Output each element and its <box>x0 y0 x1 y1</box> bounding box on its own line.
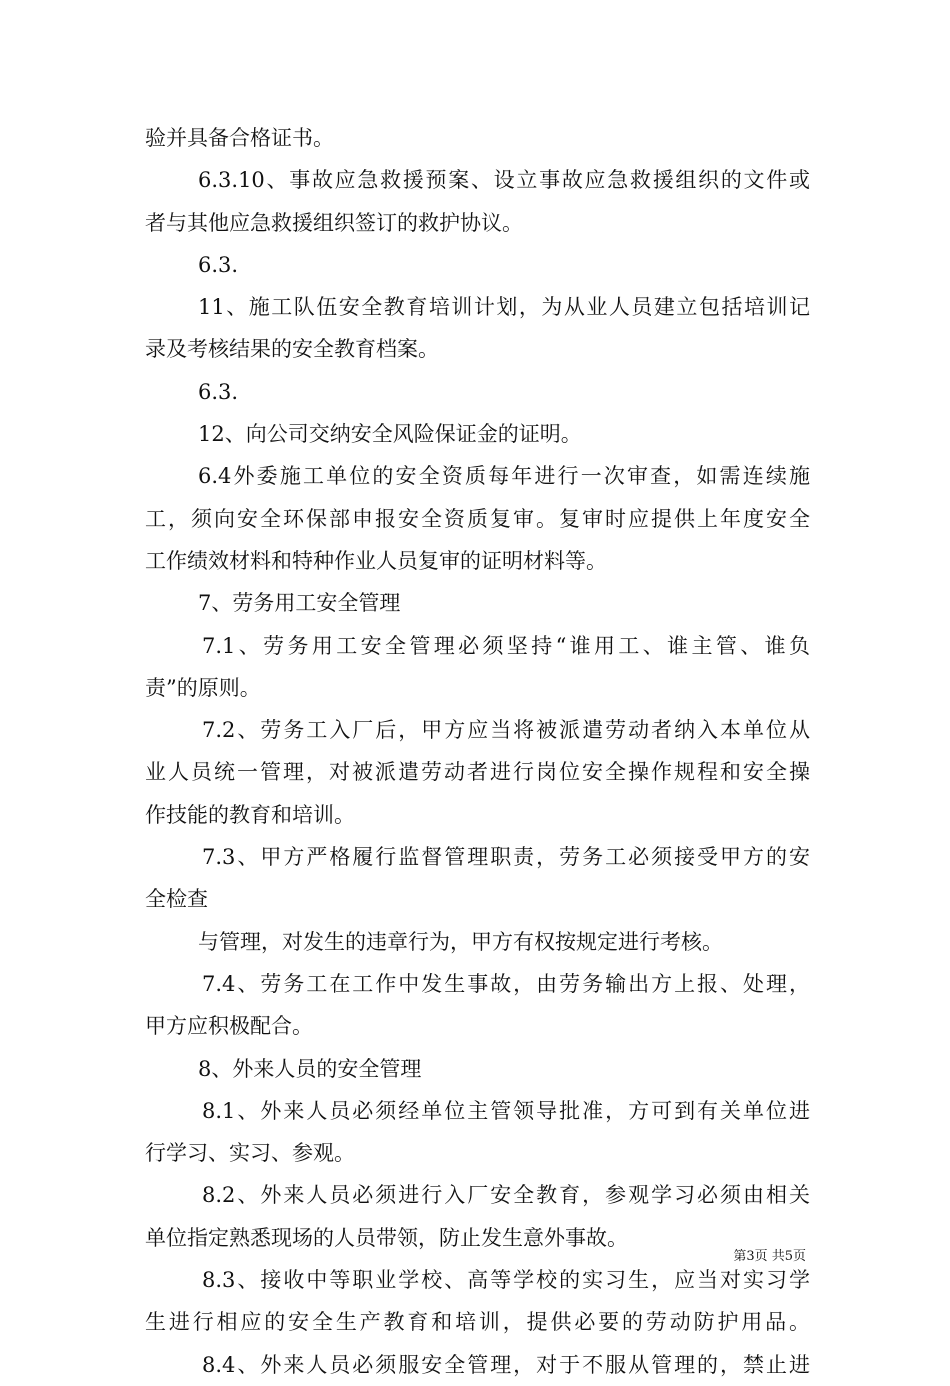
paragraph-line: 8.3、接收中等职业学校、高等学校的实习生，应当对实习学 <box>202 1268 810 1293</box>
paragraph-line: 者与其他应急救援组织签订的救护协议。 <box>145 210 523 235</box>
paragraph-line: 工作绩效材料和特种作业人员复审的证明材料等。 <box>145 548 607 573</box>
section-heading: 7、劳务用工安全管理 <box>198 591 401 616</box>
paragraph-line: 6.3. <box>198 252 239 277</box>
paragraph-line: 7.2、劳务工入厂后，甲方应当将被派遣劳动者纳入本单位从 <box>202 718 810 743</box>
paragraph-line: 6.3.10、事故应急救援预案、设立事故应急救援组织的文件或 <box>198 168 810 193</box>
paragraph-line: 7.3、甲方严格履行监督管理职责，劳务工必须接受甲方的安 <box>202 845 810 870</box>
paragraph-line: 单位指定熟悉现场的人员带领，防止发生意外事故。 <box>145 1225 628 1250</box>
page-number-footer: 第3页 共5页 <box>733 1249 806 1264</box>
paragraph-line: 甲方应积极配合。 <box>145 1014 313 1039</box>
document-body <box>145 117 810 1386</box>
paragraph-line: 行学习、实习、参观。 <box>145 1141 355 1166</box>
paragraph-line: 验并具备合格证书。 <box>145 126 334 150</box>
paragraph-line: 7.4、劳务工在工作中发生事故，由劳务输出方上报、处理， <box>202 971 810 996</box>
paragraph-line: 8.2、外来人员必须进行入厂安全教育，参观学习必须由相关 <box>202 1183 810 1208</box>
paragraph-line: 与管理，对发生的违章行为，甲方有权按规定进行考核。 <box>198 929 723 954</box>
paragraph-line: 7.1、劳务用工安全管理必须坚持“谁用工、谁主管、谁负 <box>202 633 810 658</box>
paragraph-line: 责”的原则。 <box>145 675 261 700</box>
paragraph-line: 8.4、外来人员必须服安全管理，对于不服从管理的，禁止进 <box>202 1352 810 1377</box>
paragraph-line: 生进行相应的安全生产教育和培训，提供必要的劳动防护用品。 <box>145 1310 810 1335</box>
paragraph-line: 录及考核结果的安全教育档案。 <box>145 337 439 362</box>
paragraph-line: 全检查 <box>145 887 208 912</box>
section-heading: 8、外来人员的安全管理 <box>198 1056 422 1081</box>
paragraph-line: 8.1、外来人员必须经单位主管领导批准，方可到有关单位进 <box>202 1098 810 1123</box>
paragraph-line: 工，须向安全环保部申报安全资质复审。复审时应提供上年度安全 <box>145 506 810 531</box>
paragraph-line: 业人员统一管理，对被派遣劳动者进行岗位安全操作规程和安全操 <box>145 760 810 785</box>
paragraph-line: 6.4外委施工单位的安全资质每年进行一次审查，如需连续施 <box>198 464 810 489</box>
paragraph-line: 作技能的教育和培训。 <box>145 802 355 827</box>
paragraph-line: 12、向公司交纳安全风险保证金的证明。 <box>198 422 582 447</box>
paragraph-line: 6.3. <box>198 379 239 404</box>
paragraph-line: 11、施工队伍安全教育培训计划，为从业人员建立包括培训记 <box>198 295 810 320</box>
